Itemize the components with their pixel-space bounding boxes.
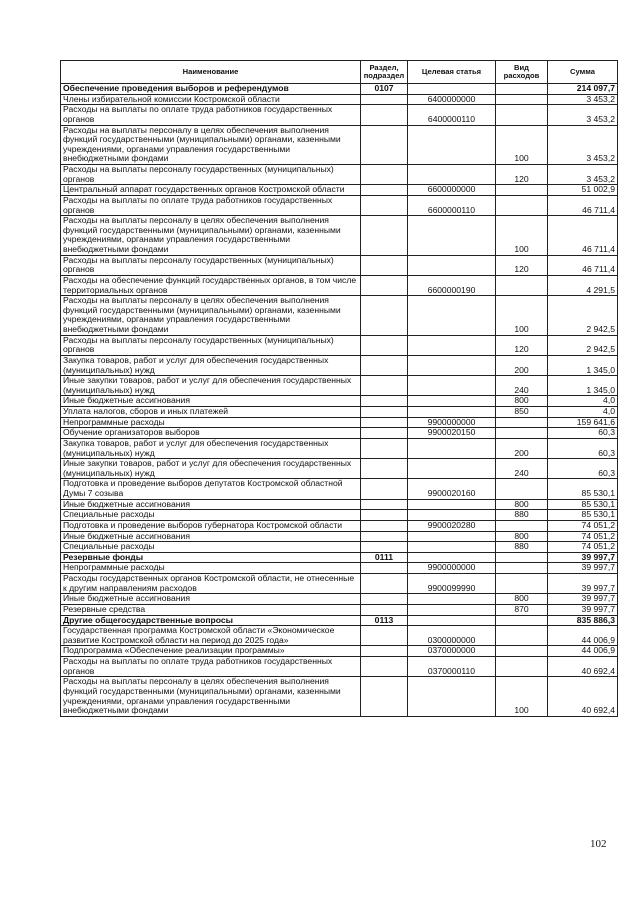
cell-target	[408, 355, 496, 375]
cell-name: Государственная программа Костромской области «Экономическое развитие Костромской области на период до 2025 года»	[61, 626, 361, 646]
cell-sum: 85 530,1	[548, 499, 618, 510]
cell-name: Закупка товаров, работ и услуг для обеспечения государственных (муниципальных) нужд	[61, 438, 361, 458]
cell-expense-type: 800	[496, 499, 548, 510]
table-header-row	[61, 61, 618, 84]
cell-sum: 60,3	[548, 428, 618, 439]
table-row	[61, 438, 618, 458]
cell-sum: 214 097,7	[548, 84, 618, 95]
table-row	[61, 335, 618, 355]
table-row	[61, 94, 618, 105]
header-sum: Сумма	[548, 61, 618, 84]
cell-name: Члены избирательной комиссии Костромской области	[61, 94, 361, 105]
cell-sum: 4,0	[548, 407, 618, 418]
cell-name: Резервные средства	[61, 604, 361, 615]
cell-section: 0111	[361, 552, 408, 563]
cell-sum: 4 291,5	[548, 275, 618, 295]
cell-section: 0113	[361, 615, 408, 626]
cell-sum: 4,0	[548, 396, 618, 407]
cell-name: Специальные расходы	[61, 542, 361, 553]
cell-section	[361, 376, 408, 396]
cell-section	[361, 255, 408, 275]
cell-expense-type	[496, 615, 548, 626]
table-row	[61, 594, 618, 605]
cell-target	[408, 552, 496, 563]
table-row	[61, 459, 618, 479]
cell-sum: 85 530,1	[548, 479, 618, 499]
cell-name: Непрограммные расходы	[61, 417, 361, 428]
table-row	[61, 105, 618, 125]
cell-sum: 44 006,9	[548, 626, 618, 646]
cell-sum: 39 997,7	[548, 563, 618, 574]
cell-section	[361, 657, 408, 677]
cell-section	[361, 542, 408, 553]
cell-name: Специальные расходы	[61, 510, 361, 521]
cell-sum: 74 051,2	[548, 520, 618, 531]
header-section: Раздел, подраздел	[361, 61, 408, 84]
cell-name: Иные бюджетные ассигнования	[61, 499, 361, 510]
cell-target: 9900000000	[408, 417, 496, 428]
cell-sum: 1 345,0	[548, 376, 618, 396]
cell-section	[361, 510, 408, 521]
cell-expense-type	[496, 105, 548, 125]
cell-name: Расходы на выплаты по оплате труда работников государственных органов	[61, 195, 361, 215]
table-row	[61, 646, 618, 657]
table-row	[61, 574, 618, 594]
cell-target	[408, 604, 496, 615]
table-row	[61, 185, 618, 196]
cell-sum: 60,3	[548, 459, 618, 479]
header-name: Наименование	[61, 61, 361, 84]
cell-target	[408, 407, 496, 418]
cell-expense-type	[496, 563, 548, 574]
cell-expense-type: 100	[496, 216, 548, 256]
table-body	[61, 84, 618, 717]
cell-name: Подготовка и проведение выборов губернатора Костромской области	[61, 520, 361, 531]
cell-expense-type: 880	[496, 510, 548, 521]
page-number: 102	[590, 838, 607, 850]
cell-expense-type	[496, 520, 548, 531]
cell-name: Центральный аппарат государственных органов Костромской области	[61, 185, 361, 196]
cell-sum: 3 453,2	[548, 94, 618, 105]
cell-sum: 3 453,2	[548, 105, 618, 125]
cell-section	[361, 105, 408, 125]
table-row	[61, 296, 618, 336]
cell-section	[361, 479, 408, 499]
header-target: Целевая статья	[408, 61, 496, 84]
budget-table	[60, 60, 618, 717]
cell-sum: 85 530,1	[548, 510, 618, 521]
cell-expense-type	[496, 417, 548, 428]
cell-expense-type: 200	[496, 438, 548, 458]
cell-section	[361, 165, 408, 185]
cell-name: Расходы на выплаты персоналу государственных (муниципальных) органов	[61, 335, 361, 355]
cell-section	[361, 531, 408, 542]
cell-target	[408, 499, 496, 510]
table-row	[61, 195, 618, 215]
cell-name: Расходы государственных органов Костромской области, не отнесенные к другим направлениям расходов	[61, 574, 361, 594]
table-row	[61, 396, 618, 407]
cell-section	[361, 185, 408, 196]
cell-target	[408, 531, 496, 542]
table-row	[61, 542, 618, 553]
cell-target: 0370000000	[408, 646, 496, 657]
table-row	[61, 84, 618, 95]
table-row	[61, 499, 618, 510]
cell-sum: 51 002,9	[548, 185, 618, 196]
cell-section	[361, 195, 408, 215]
table-row	[61, 510, 618, 521]
cell-sum: 159 641,6	[548, 417, 618, 428]
cell-section	[361, 574, 408, 594]
cell-section	[361, 94, 408, 105]
cell-section	[361, 499, 408, 510]
cell-sum: 39 997,7	[548, 552, 618, 563]
cell-expense-type	[496, 626, 548, 646]
cell-expense-type	[496, 185, 548, 196]
cell-expense-type: 800	[496, 531, 548, 542]
cell-target	[408, 84, 496, 95]
cell-sum: 2 942,5	[548, 296, 618, 336]
cell-name: Расходы на выплаты персоналу в целях обеспечения выполнения функций государственными (муниципальными) органами, казенными учреждениями, органами управления государственными внебюджетными фондами	[61, 216, 361, 256]
cell-target	[408, 376, 496, 396]
cell-target: 9900020280	[408, 520, 496, 531]
cell-section	[361, 459, 408, 479]
cell-sum: 44 006,9	[548, 646, 618, 657]
cell-target	[408, 335, 496, 355]
cell-section	[361, 216, 408, 256]
cell-expense-type	[496, 195, 548, 215]
cell-sum: 835 886,3	[548, 615, 618, 626]
cell-name: Подготовка и проведение выборов депутатов Костромской областной Думы 7 созыва	[61, 479, 361, 499]
cell-name: Расходы на выплаты персоналу в целях обеспечения выполнения функций государственными (муниципальными) органами, казенными учреждениями, органами управления государственными внебюджетными фондами	[61, 296, 361, 336]
cell-target: 0300000000	[408, 626, 496, 646]
cell-section	[361, 626, 408, 646]
table-row	[61, 255, 618, 275]
cell-name: Расходы на выплаты персоналу в целях обеспечения выполнения функций государственными (муниципальными) органами, казенными учреждениями, органами управления государственными внебюджетными фондами	[61, 677, 361, 717]
cell-name: Обеспечение проведения выборов и референдумов	[61, 84, 361, 95]
cell-target: 0370000110	[408, 657, 496, 677]
cell-section	[361, 275, 408, 295]
cell-section	[361, 594, 408, 605]
cell-target	[408, 459, 496, 479]
cell-target	[408, 594, 496, 605]
cell-section	[361, 355, 408, 375]
cell-target	[408, 396, 496, 407]
cell-target	[408, 542, 496, 553]
cell-sum: 1 345,0	[548, 355, 618, 375]
cell-expense-type: 880	[496, 542, 548, 553]
cell-target	[408, 216, 496, 256]
cell-name: Иные закупки товаров, работ и услуг для обеспечения государственных (муниципальных) нужд	[61, 459, 361, 479]
cell-target: 6400000110	[408, 105, 496, 125]
cell-name: Резервные фонды	[61, 552, 361, 563]
cell-sum: 40 692,4	[548, 657, 618, 677]
cell-name: Расходы на выплаты по оплате труда работников государственных органов	[61, 657, 361, 677]
table-row	[61, 531, 618, 542]
cell-section	[361, 646, 408, 657]
cell-expense-type: 120	[496, 255, 548, 275]
cell-target	[408, 125, 496, 165]
cell-expense-type	[496, 84, 548, 95]
table-row	[61, 216, 618, 256]
cell-expense-type: 120	[496, 335, 548, 355]
cell-expense-type	[496, 657, 548, 677]
cell-expense-type: 870	[496, 604, 548, 615]
table-row	[61, 125, 618, 165]
table-row	[61, 407, 618, 418]
header-expense-type: Вид расходов	[496, 61, 548, 84]
table-row	[61, 657, 618, 677]
cell-expense-type	[496, 275, 548, 295]
cell-expense-type: 240	[496, 376, 548, 396]
cell-name: Обучение организаторов выборов	[61, 428, 361, 439]
cell-section	[361, 520, 408, 531]
cell-expense-type: 120	[496, 165, 548, 185]
cell-expense-type	[496, 552, 548, 563]
cell-target	[408, 255, 496, 275]
table-row	[61, 275, 618, 295]
cell-name: Подпрограмма «Обеспечение реализации программы»	[61, 646, 361, 657]
cell-section	[361, 407, 408, 418]
cell-section	[361, 438, 408, 458]
cell-name: Закупка товаров, работ и услуг для обеспечения государственных (муниципальных) нужд	[61, 355, 361, 375]
cell-sum: 39 997,7	[548, 574, 618, 594]
table-row	[61, 520, 618, 531]
cell-name: Другие общегосударственные вопросы	[61, 615, 361, 626]
cell-expense-type: 100	[496, 677, 548, 717]
table-row	[61, 563, 618, 574]
cell-expense-type: 800	[496, 594, 548, 605]
cell-name: Уплата налогов, сборов и иных платежей	[61, 407, 361, 418]
cell-sum: 60,3	[548, 438, 618, 458]
cell-expense-type: 850	[496, 407, 548, 418]
budget-sheet	[60, 60, 617, 717]
cell-sum: 74 051,2	[548, 542, 618, 553]
cell-section	[361, 396, 408, 407]
cell-section	[361, 125, 408, 165]
cell-name: Иные закупки товаров, работ и услуг для обеспечения государственных (муниципальных) нужд	[61, 376, 361, 396]
table-row	[61, 479, 618, 499]
cell-target	[408, 510, 496, 521]
cell-expense-type: 100	[496, 125, 548, 165]
cell-sum: 2 942,5	[548, 335, 618, 355]
table-row	[61, 376, 618, 396]
cell-name: Иные бюджетные ассигнования	[61, 594, 361, 605]
cell-sum: 39 997,7	[548, 594, 618, 605]
cell-section	[361, 335, 408, 355]
cell-section	[361, 563, 408, 574]
cell-section	[361, 677, 408, 717]
table-row	[61, 626, 618, 646]
cell-target: 6400000000	[408, 94, 496, 105]
cell-target: 9900099990	[408, 574, 496, 594]
table-row	[61, 355, 618, 375]
table-row	[61, 677, 618, 717]
cell-expense-type	[496, 646, 548, 657]
cell-name: Расходы на выплаты по оплате труда работников государственных органов	[61, 105, 361, 125]
cell-target	[408, 438, 496, 458]
table-row	[61, 604, 618, 615]
cell-target: 6600000110	[408, 195, 496, 215]
cell-section	[361, 417, 408, 428]
cell-sum: 3 453,2	[548, 125, 618, 165]
cell-target: 9900000000	[408, 563, 496, 574]
table-row	[61, 165, 618, 185]
cell-name: Иные бюджетные ассигнования	[61, 531, 361, 542]
cell-sum: 39 997,7	[548, 604, 618, 615]
table-row	[61, 428, 618, 439]
cell-sum: 46 711,4	[548, 216, 618, 256]
cell-name: Расходы на обеспечение функций государственных органов, в том числе территориальных органов	[61, 275, 361, 295]
cell-sum: 40 692,4	[548, 677, 618, 717]
cell-name: Расходы на выплаты персоналу государственных (муниципальных) органов	[61, 255, 361, 275]
cell-target: 9900020150	[408, 428, 496, 439]
cell-expense-type: 800	[496, 396, 548, 407]
cell-name: Расходы на выплаты персоналу государственных (муниципальных) органов	[61, 165, 361, 185]
cell-section	[361, 604, 408, 615]
cell-target	[408, 677, 496, 717]
cell-name: Непрограммные расходы	[61, 563, 361, 574]
cell-target	[408, 615, 496, 626]
cell-expense-type	[496, 574, 548, 594]
table-row	[61, 552, 618, 563]
cell-expense-type: 240	[496, 459, 548, 479]
cell-target: 6600000190	[408, 275, 496, 295]
cell-expense-type: 100	[496, 296, 548, 336]
cell-target: 9900020160	[408, 479, 496, 499]
cell-expense-type	[496, 94, 548, 105]
table-row	[61, 417, 618, 428]
cell-target	[408, 296, 496, 336]
cell-section: 0107	[361, 84, 408, 95]
cell-sum: 46 711,4	[548, 195, 618, 215]
cell-target	[408, 165, 496, 185]
cell-target: 6600000000	[408, 185, 496, 196]
cell-expense-type	[496, 479, 548, 499]
cell-expense-type: 200	[496, 355, 548, 375]
cell-sum: 3 453,2	[548, 165, 618, 185]
cell-expense-type	[496, 428, 548, 439]
cell-section	[361, 296, 408, 336]
cell-name: Расходы на выплаты персоналу в целях обеспечения выполнения функций государственными (муниципальными) органами, казенными учреждениями, органами управления государственными внебюджетными фондами	[61, 125, 361, 165]
cell-section	[361, 428, 408, 439]
cell-name: Иные бюджетные ассигнования	[61, 396, 361, 407]
cell-sum: 46 711,4	[548, 255, 618, 275]
table-row	[61, 615, 618, 626]
cell-sum: 74 051,2	[548, 531, 618, 542]
